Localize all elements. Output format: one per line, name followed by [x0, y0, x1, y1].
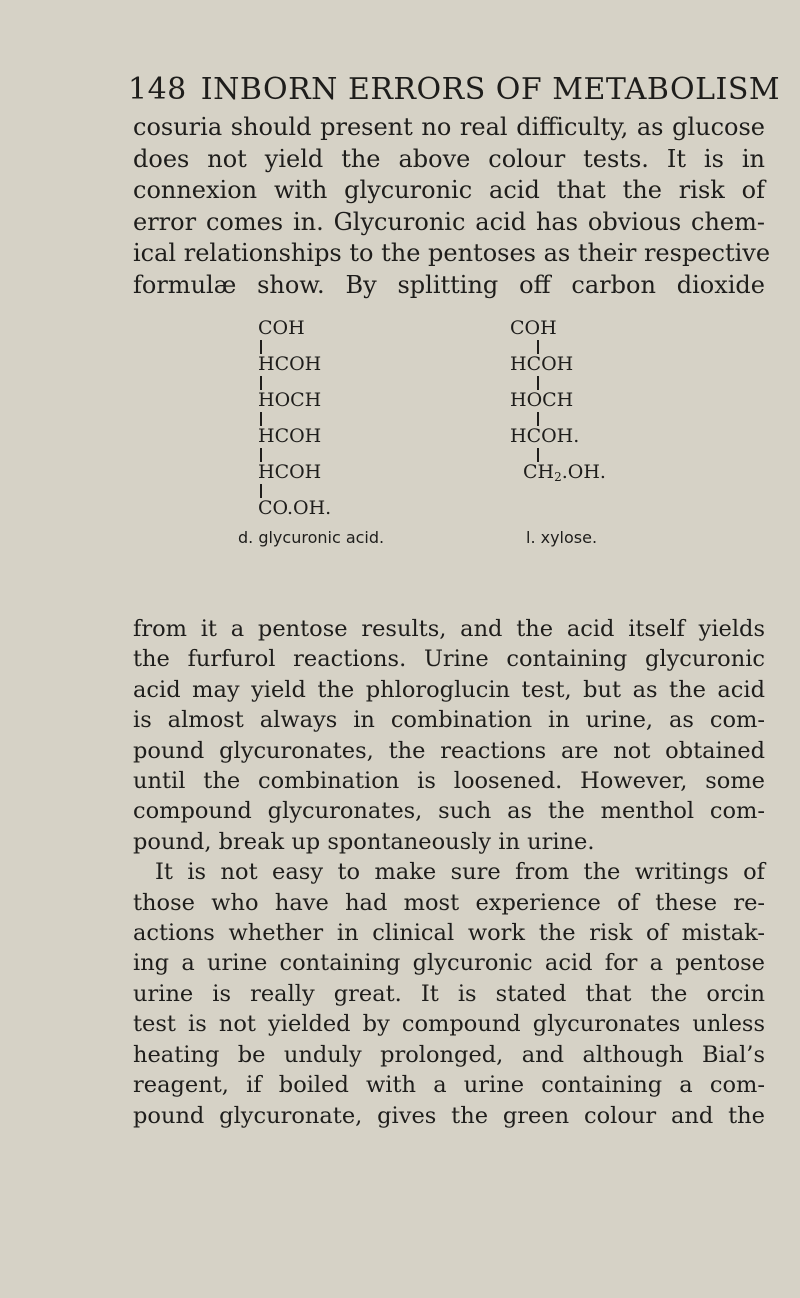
bond-line	[537, 340, 539, 354]
paragraph-intro	[133, 112, 771, 302]
formula-group: COH	[258, 317, 305, 339]
bond-line	[260, 340, 262, 354]
formula-caption: d. glycuronic acid.	[238, 528, 385, 547]
text-line: ical relationships to the pentoses as their respective	[133, 239, 771, 268]
text-line: error comes in. Glycuronic acid has obvious chem-	[133, 207, 765, 236]
bond-line	[260, 376, 262, 390]
text-line: until the combination is loosened. However, some	[133, 768, 765, 795]
page-header	[128, 72, 780, 107]
text-line: pound, break up spontaneously in urine.	[133, 828, 595, 855]
formula-group: HCOH	[258, 461, 322, 483]
bond-line	[260, 412, 262, 426]
running-title: INBORN ERRORS OF METABOLISM	[200, 72, 781, 107]
text-line: urine is really great. It is stated that the orcin	[133, 980, 765, 1007]
text-line: connexion with glycuronic acid that the risk of	[133, 176, 765, 205]
text-line: cosuria should present no real difficulty, as glucose	[133, 113, 765, 141]
text-line: from it a pentose results, and the acid itself yields	[133, 616, 765, 642]
text-line: formulæ show. By splitting off carbon dioxide	[133, 270, 765, 299]
text-line: pound glycuronate, gives the green colour and the	[133, 1102, 765, 1129]
text-line: is almost always in combination in urine, as com-	[133, 707, 765, 734]
bond-line	[537, 376, 539, 390]
text-line: the furfurol reactions. Urine containing glycuronic	[133, 646, 765, 673]
formula-group: HOCH	[258, 389, 322, 411]
formula-part: .OH.	[561, 461, 606, 483]
formula-group: HCOH	[258, 353, 322, 375]
formula-group: HCOH	[510, 353, 574, 375]
text-line: It is not easy to make sure from the writings of	[155, 859, 765, 886]
bond-line	[260, 448, 262, 462]
text-line: those who have had most experience of these re-	[133, 889, 765, 916]
text-line: acid may yield the phloroglucin test, but as the acid	[133, 676, 765, 703]
text-line: heating be unduly prolonged, and although Bial’s	[133, 1041, 765, 1068]
text-line: ing a urine containing glycuronic acid for a pentose	[133, 950, 765, 977]
text-line: pound glycuronates, the reactions are not obtained	[133, 737, 765, 764]
formula-group: CO.OH.	[258, 497, 332, 519]
text-line: actions whether in clinical work the risk of mistak-	[133, 920, 765, 947]
text-line: does not yield the above colour tests. It is in	[133, 144, 765, 173]
formula-group: HOCH	[510, 389, 574, 411]
formula-group: HCOH	[258, 425, 322, 447]
formula-group: HCOH.	[510, 425, 580, 447]
page-number: 148	[128, 72, 187, 107]
bond-line	[537, 448, 539, 462]
bond-line	[537, 412, 539, 426]
text-line: reagent, if boiled with a urine containing a com-	[133, 1072, 765, 1099]
formula-group: COH	[510, 317, 557, 339]
paragraph-main	[133, 614, 765, 1131]
formula-part: CH	[523, 461, 555, 483]
formula-caption: l. xylose.	[526, 528, 598, 547]
text-line: compound glycuronates, such as the menthol com-	[133, 798, 765, 825]
formula-subscript: 2	[554, 470, 562, 484]
bond-line	[260, 484, 262, 498]
text-line: test is not yielded by compound glycuronates unless	[133, 1011, 765, 1038]
formula-group	[523, 462, 606, 487]
